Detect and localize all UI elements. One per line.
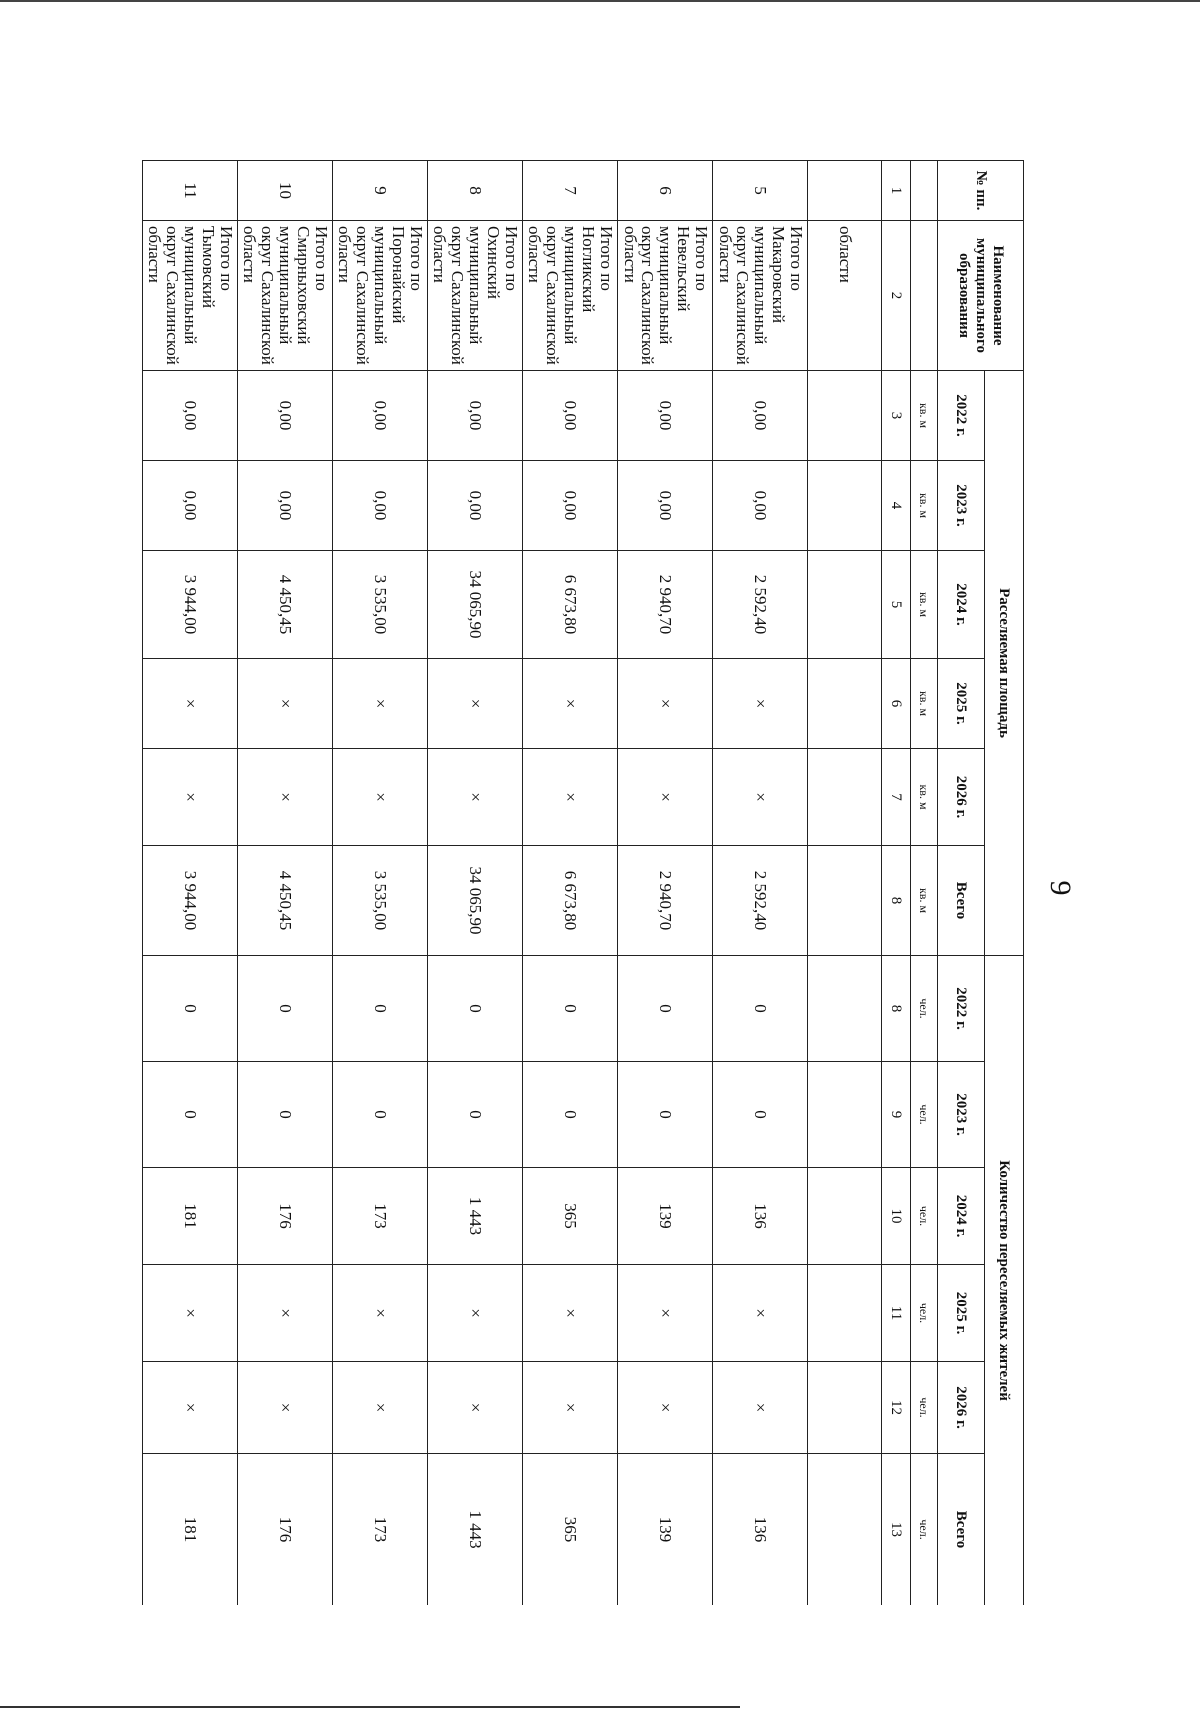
area-year-header: 2025 г. <box>938 659 985 749</box>
people-value: 365 <box>523 1454 618 1605</box>
table-row <box>618 161 713 1606</box>
column-number: 9 <box>882 1062 911 1168</box>
area-value: 3 944,00 <box>143 551 238 659</box>
table-row <box>523 161 618 1606</box>
area-value: × <box>333 659 428 749</box>
area-value: 0,00 <box>333 371 428 461</box>
people-value: 1 443 <box>428 1168 523 1265</box>
people-unit: чел. <box>911 1168 938 1265</box>
area-unit: кв. м <box>911 659 938 749</box>
scan-edge-top <box>0 0 1200 2</box>
area-value: 6 673,80 <box>523 846 618 956</box>
col-num-header: № пп. <box>938 161 1024 221</box>
group-people-header: Количество переселяемых жителей <box>985 956 1024 1605</box>
area-total-header: Всего <box>938 846 985 956</box>
area-value: × <box>238 659 333 749</box>
column-number: 11 <box>882 1265 911 1362</box>
people-total-header: Всего <box>938 1454 985 1605</box>
people-year-header: 2025 г. <box>938 1265 985 1362</box>
empty-cell <box>808 1362 882 1454</box>
unit-cell-empty <box>911 221 938 371</box>
empty-cell <box>808 956 882 1062</box>
area-value: 34 065,90 <box>428 846 523 956</box>
area-value: 0,00 <box>523 371 618 461</box>
people-value: 173 <box>333 1168 428 1265</box>
row-index: 8 <box>428 161 523 221</box>
area-value: 0,00 <box>143 371 238 461</box>
people-value: 181 <box>143 1454 238 1605</box>
people-unit: чел. <box>911 1362 938 1454</box>
municipality-name: Итого по Тымовский муниципальный округ Сахалинской области <box>143 221 238 371</box>
area-value: 0,00 <box>428 461 523 551</box>
people-value: × <box>238 1362 333 1454</box>
people-year-header: 2024 г. <box>938 1168 985 1265</box>
people-value: 0 <box>238 1062 333 1168</box>
scan-edge-bottom <box>0 1706 740 1708</box>
row-index: 9 <box>333 161 428 221</box>
area-value: 0,00 <box>238 371 333 461</box>
area-value: 2 592,40 <box>713 551 808 659</box>
resettlement-table <box>142 160 1024 1605</box>
area-value: × <box>713 659 808 749</box>
empty-cell <box>808 371 882 461</box>
municipality-name: Итого по Ногликский муниципальный округ Сахалинской области <box>523 221 618 371</box>
empty-cell <box>808 1265 882 1362</box>
column-number: 6 <box>882 659 911 749</box>
area-value: 0,00 <box>618 461 713 551</box>
people-year-header: 2026 г. <box>938 1362 985 1454</box>
area-value: 2 592,40 <box>713 846 808 956</box>
municipality-name: Итого по Смирныховский муниципальный округ Сахалинской области <box>238 221 333 371</box>
people-value: 176 <box>238 1454 333 1605</box>
column-number: 8 <box>882 956 911 1062</box>
area-value: 4 450,45 <box>238 846 333 956</box>
col-name-header: Наименование муниципального образования <box>938 221 1024 371</box>
area-value: 0,00 <box>618 371 713 461</box>
row-index: 11 <box>143 161 238 221</box>
area-value: 3 535,00 <box>333 551 428 659</box>
area-value: × <box>428 749 523 846</box>
area-value: 0,00 <box>333 461 428 551</box>
area-value: × <box>428 659 523 749</box>
people-value: 136 <box>713 1168 808 1265</box>
area-value: × <box>713 749 808 846</box>
people-value: 0 <box>713 956 808 1062</box>
area-value: × <box>143 749 238 846</box>
people-unit: чел. <box>911 1062 938 1168</box>
row-index: 7 <box>523 161 618 221</box>
empty-cell <box>808 846 882 956</box>
people-value: 0 <box>523 956 618 1062</box>
empty-cell <box>808 1168 882 1265</box>
area-value: 2 940,70 <box>618 551 713 659</box>
people-value: × <box>333 1362 428 1454</box>
people-unit: чел. <box>911 956 938 1062</box>
people-unit: чел. <box>911 1454 938 1605</box>
row-index: 6 <box>618 161 713 221</box>
people-value: 139 <box>618 1168 713 1265</box>
table-row <box>428 161 523 1606</box>
people-value: 136 <box>713 1454 808 1605</box>
people-value: 0 <box>333 956 428 1062</box>
column-number: 3 <box>882 371 911 461</box>
people-value: 176 <box>238 1168 333 1265</box>
column-number: 2 <box>882 221 911 371</box>
table-row <box>238 161 333 1606</box>
area-value: 2 940,70 <box>618 846 713 956</box>
people-value: 0 <box>143 956 238 1062</box>
area-value: 0,00 <box>523 461 618 551</box>
area-value: 6 673,80 <box>523 551 618 659</box>
rotated-table-container <box>142 160 1024 1605</box>
unit-cell-empty <box>911 161 938 221</box>
empty-cell <box>808 1062 882 1168</box>
people-value: × <box>333 1265 428 1362</box>
people-value: 0 <box>428 1062 523 1168</box>
municipality-name: Итого по Невельский муниципальный округ Сахалинской области <box>618 221 713 371</box>
column-number: 5 <box>882 551 911 659</box>
area-unit: кв. м <box>911 846 938 956</box>
area-value: 3 535,00 <box>333 846 428 956</box>
continuation-index-empty <box>808 161 882 221</box>
column-number: 1 <box>882 161 911 221</box>
area-unit: кв. м <box>911 371 938 461</box>
area-value: × <box>523 749 618 846</box>
people-year-header: 2022 г. <box>938 956 985 1062</box>
people-value: × <box>523 1265 618 1362</box>
people-value: 0 <box>143 1062 238 1168</box>
area-year-header: 2024 г. <box>938 551 985 659</box>
area-year-header: 2022 г. <box>938 371 985 461</box>
year-header-row <box>938 161 985 1606</box>
people-value: 1 443 <box>428 1454 523 1605</box>
area-unit: кв. м <box>911 551 938 659</box>
area-year-header: 2023 г. <box>938 461 985 551</box>
table-rotation-frame <box>142 160 1024 1605</box>
people-value: 0 <box>618 1062 713 1168</box>
column-number: 8 <box>882 846 911 956</box>
area-value: 4 450,45 <box>238 551 333 659</box>
people-value: 173 <box>333 1454 428 1605</box>
table-row <box>143 161 238 1606</box>
people-value: × <box>143 1265 238 1362</box>
people-value: × <box>713 1362 808 1454</box>
people-value: × <box>618 1265 713 1362</box>
area-value: × <box>333 749 428 846</box>
column-number: 7 <box>882 749 911 846</box>
people-value: 0 <box>523 1062 618 1168</box>
people-unit: чел. <box>911 1265 938 1362</box>
people-value: 0 <box>713 1062 808 1168</box>
people-value: 0 <box>333 1062 428 1168</box>
people-value: × <box>143 1362 238 1454</box>
row-index: 10 <box>238 161 333 221</box>
empty-cell <box>808 461 882 551</box>
people-value: × <box>238 1265 333 1362</box>
municipality-name: Итого по Поронайский муниципальный округ Сахалинской области <box>333 221 428 371</box>
area-value: × <box>238 749 333 846</box>
people-value: × <box>523 1362 618 1454</box>
people-value: × <box>618 1362 713 1454</box>
people-value: 139 <box>618 1454 713 1605</box>
people-value: 0 <box>618 956 713 1062</box>
area-value: 0,00 <box>713 461 808 551</box>
people-value: 181 <box>143 1168 238 1265</box>
column-number: 10 <box>882 1168 911 1265</box>
area-value: 0,00 <box>428 371 523 461</box>
area-value: 0,00 <box>238 461 333 551</box>
area-value: 0,00 <box>713 371 808 461</box>
area-value: 34 065,90 <box>428 551 523 659</box>
column-number-row <box>882 161 911 1606</box>
area-value: 0,00 <box>143 461 238 551</box>
municipality-name: Итого по Макаровский муниципальный округ Сахалинской области <box>713 221 808 371</box>
area-value: 3 944,00 <box>143 846 238 956</box>
people-value: 0 <box>238 956 333 1062</box>
area-value: × <box>618 749 713 846</box>
table-body <box>143 161 882 1606</box>
area-value: × <box>523 659 618 749</box>
group-area-header: Расселяемая площадь <box>985 371 1024 956</box>
empty-cell <box>808 749 882 846</box>
unit-row <box>911 161 938 1606</box>
municipality-name: Итого по Охинский муниципальный округ Сахалинской области <box>428 221 523 371</box>
people-value: × <box>428 1362 523 1454</box>
people-value: × <box>428 1265 523 1362</box>
area-value: × <box>143 659 238 749</box>
empty-cell <box>808 659 882 749</box>
continuation-name: области <box>808 221 882 371</box>
column-number: 12 <box>882 1362 911 1454</box>
group-header-row <box>985 161 1024 1606</box>
people-year-header: 2023 г. <box>938 1062 985 1168</box>
column-number: 4 <box>882 461 911 551</box>
people-value: 0 <box>428 956 523 1062</box>
area-unit: кв. м <box>911 461 938 551</box>
area-value: × <box>618 659 713 749</box>
page-number: 9 <box>1044 880 1077 896</box>
row-index: 5 <box>713 161 808 221</box>
area-unit: кв. м <box>911 749 938 846</box>
people-value: 365 <box>523 1168 618 1265</box>
empty-cell <box>808 1454 882 1605</box>
table-row <box>333 161 428 1606</box>
area-year-header: 2026 г. <box>938 749 985 846</box>
column-number: 13 <box>882 1454 911 1605</box>
table-row <box>713 161 808 1606</box>
empty-cell <box>808 551 882 659</box>
people-value: × <box>713 1265 808 1362</box>
continuation-row <box>808 161 882 1606</box>
